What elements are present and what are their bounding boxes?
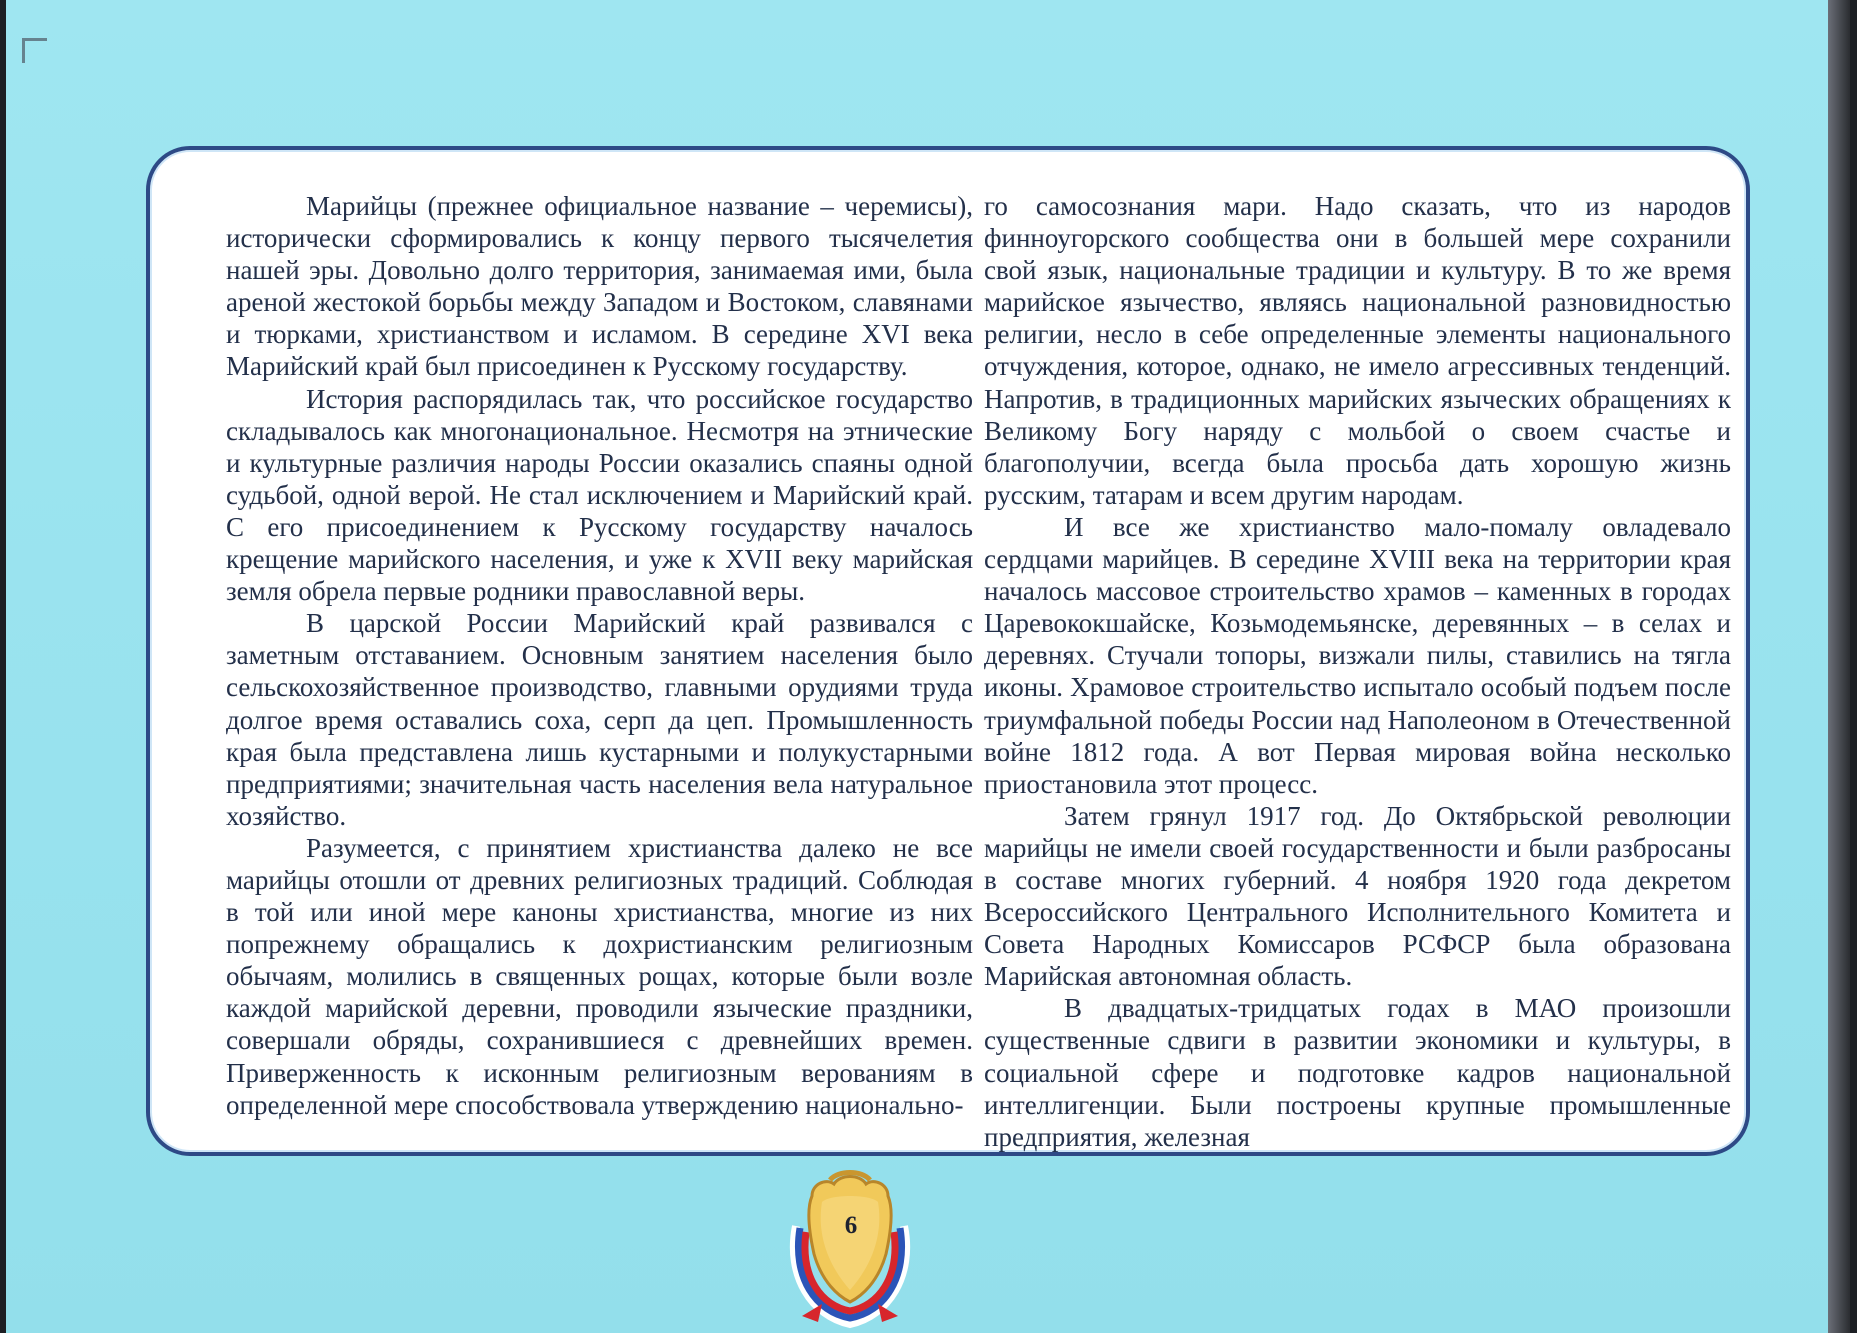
- paragraph: В царской России Марийский край развивался с заметным отставанием. Основным занятием населения было сельскохозяйственное производство, главными орудиями труда долгое время оставались соха, серп да цеп. Промышленность края была представлена лишь кустарными и полукустарными предприятиями; значительная часть населения вела натуральное хозяйство.: [226, 608, 973, 831]
- page-corner-mark: [22, 38, 47, 63]
- paragraph: Затем грянул 1917 год. До Октябрьской революции марийцы не имели своей государственности и были разбросаны в составе многих губерний. 4 ноября 1920 года декретом Всероссийского Центрального Исполнительного Комитета и Совета Народных Комиссаров РСФСР была образована Марийская автономная область.: [984, 800, 1731, 992]
- emblem-icon: [782, 1166, 918, 1328]
- paragraph: Марийцы (прежнее официальное название – черемисы), исторически сформировались к концу первого тысячелетия нашей эры. Довольно долго территория, занимаемая ими, была ареной жестокой борьбы между Западом и Востоком, славянами и тюрками, христианством и исламом. В середине XVI века Марийский край был присоединен к Русскому государству.: [226, 191, 973, 382]
- book-page: [6, 0, 1828, 1333]
- text-panel: [146, 146, 1750, 1156]
- paragraph: В двадцатых-тридцатых годах в МАО произошли существенные сдвиги в развитии экономики и культуры, в социальной сфере и подготовке кадров национальной интеллигенции. Были построены крупные промышленные предприятия, железная: [984, 993, 1731, 1152]
- paragraph: И все же христианство мало-помалу овладевало сердцами марийцев. В середине XVIII века на территории края началось массовое строительство храмов – каменных в городах Царевококшайске, Козьмодемьянске, деревянных – в селах и деревнях. Стучали топоры, визжали пилы, ставились на тягла иконы. Храмовое строительство испытало особый подъем после триумфальной победы России над Наполеоном в Отечественной войне 1812 года. А вот Первая мировая война несколько приостановила этот процесс.: [984, 511, 1731, 799]
- right-column: [984, 190, 1731, 1152]
- paragraph: Разумеется, с принятием христианства далеко не все марийцы отошли от древних религиозных традиций. Соблюдая в той или иной мере каноны христианства, многие из них попрежнему обращались к дохристианским религиозным обычаям, молились в священных рощах, которые были возле каждой марийской деревни, проводили языческие праздники, совершали обряды, сохранившиеся с древнейших времен. Приверженность к исконным религиозным верованиям в определенной мере способствовала утверждению национально-: [226, 832, 973, 1120]
- paragraph: История распорядилась так, что российское государство складывалось как многонациональное. Несмотря на этнические и культурные различия народы России оказались спаяны одной судьбой, одной верой. Не стал исключением и Марийский край. С его присоединением к Русскому государству началось крещение марийского населения, и уже к XVII веку марийская земля обрела первые родники православной веры.: [226, 383, 973, 607]
- left-column: [226, 190, 973, 1130]
- page-number: 6: [844, 1212, 858, 1239]
- paragraph-continued: го самосознания мари. Надо сказать, что из народов финноугорского сообщества они в большей мере сохранили свой язык, национальные традиции и культуру. В то же время марийское язычество, являясь национальной разновидностью религии, несло в себе определенные элементы национального отчуждения, которое, однако, не имело агрессивных тенденций. Напротив, в традиционных марийских языческих обращениях к Великому Богу наряду с мольбой о своем счастье и благополучии, всегда была просьба дать хорошую жизнь русским, татарам и всем другим народам.: [984, 191, 1731, 510]
